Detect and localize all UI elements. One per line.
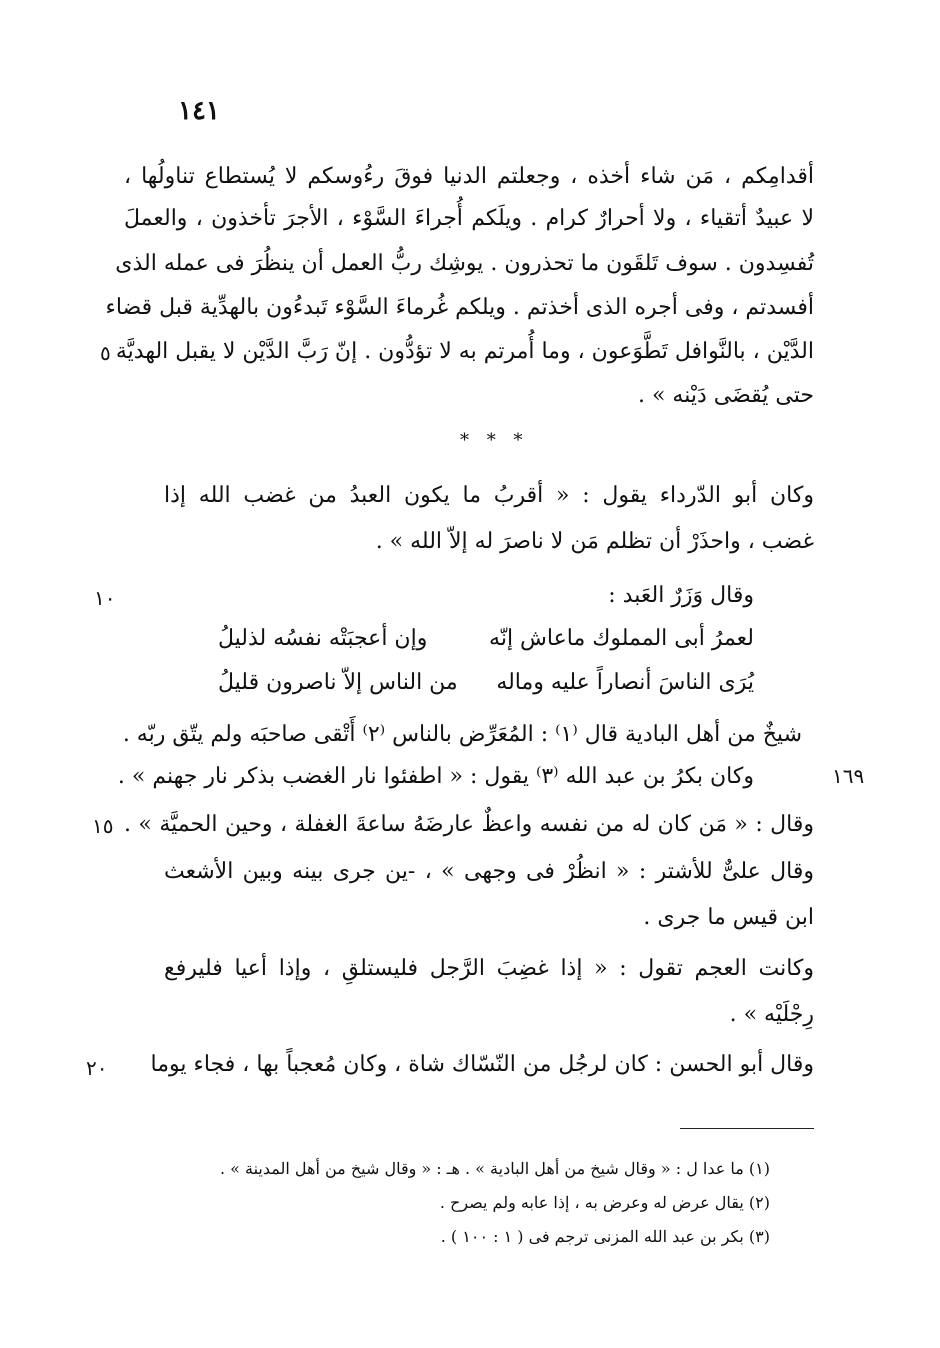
verse-hemistich: يُرَى الناسَ أنصاراً عليه وماله — [496, 670, 754, 695]
text-line: أفسدتم ، وفى أجره الذى أخذتم . ويلكم غُرماءَ السَّوْء تَبدءُون بالهدِّية قبل قضاء — [105, 295, 814, 320]
verse-hemistich: من الناس إلاّ ناصرون قليلُ — [218, 670, 458, 695]
text-line: أقدامِكم ، مَن شاء أخذه ، وجعلتم الدنيا فوقَ رءُوسكم لا يُستطاع تناولُها ، — [124, 164, 814, 189]
text-line: حتى يُقضَى دَيْنه » . — [637, 383, 814, 408]
footnote: (٣) بكر بن عبد الله المزنى ترجم فى ( ١ : ١٠٠ ) . — [440, 1227, 770, 1246]
text-line: غضب ، واحذَرْ أن تظلم مَن لا ناصرَ له إلاّ الله » . — [375, 529, 814, 554]
line-number-20: ٢٠ — [86, 1056, 108, 1080]
text-line: وقال أبو الحسن : كان لرجُل من النّسّاك شاة ، وكان مُعجباً بها ، فجاء يوما — [150, 1052, 814, 1077]
footnote: (٢) يقال عرض له وعرض به ، إذا عابه ولم يصرح . — [439, 1193, 770, 1212]
section-separator: * * * — [460, 430, 529, 451]
text-line: تُفسِدون . سوف تَلقَون ما تحذرون . يوشِك ربُّ العمل أن ينظُرَ فى عمله الذى — [115, 251, 814, 276]
text-line: رِجْلَيْه » . — [729, 1002, 814, 1027]
text-line: وكانت العجم تقول : « إذا غضِبَ الرَّجل فليستلقِ ، وإذا أعيا فليرفع — [164, 956, 814, 981]
line-number-10: ١٠ — [94, 586, 116, 610]
footnote-divider — [680, 1128, 814, 1129]
text-line: ابن قيس ما جرى . — [643, 905, 814, 930]
text-line: وكان أبو الدّرداء يقول : « أقربُ ما يكون العبدُ من غضب الله إذا — [164, 483, 814, 508]
line-number-5: ٥ — [100, 341, 111, 365]
text-line: وقال وَزَرٌ العَبد : — [608, 583, 754, 608]
source-page-number: ١٦٩ — [832, 764, 865, 788]
text-line: وقال : « مَن كان له من نفسه واعظٌ عارضَهُ ساعةَ الغفلة ، وحين الحميَّة » . — [124, 812, 814, 837]
footnote: (١) ما عدا ل : « وقال شيخ من أهل البادية » . هـ : « وقال شيخ من أهل المدينة » . — [219, 1159, 770, 1178]
text-line: لا عبيدٌ أتقياء ، ولا أحرارٌ كرام . ويلَكم أُجراءَ السَّوْء ، الأجرَ تأخذون ، والعملَ — [124, 206, 814, 231]
text-line: شيخٌ من أهل البادية قال ⁽١⁾ : المُعَرِّض بالناس ⁽٢⁾ أَتْقى صاحبَه ولم يتّق ربّه . — [122, 722, 802, 747]
verse-hemistich: وإن أعجبَتْه نفسُه لذليلُ — [218, 626, 428, 651]
text-line: وقال علىٌّ للأشتر : « انظُرْ فى وجهى » ، -ين جرى بينه وبين الأشعث — [164, 859, 814, 884]
text-line: الدَّيْن ، بالنَّوافل تَطَّوَعون ، وما أُمرتم به لا تؤدُّون . إنّ رَبَّ الدَّيْن لا يقبل الهديَّة — [115, 339, 814, 364]
line-number-15: ١٥ — [92, 814, 114, 838]
text-line: وكان بكرُ بن عبد الله ⁽٣⁾ يقول : « اطفئوا نار الغضب بذكر نار جهنم » . — [117, 764, 754, 789]
verse-hemistich: لعمرُ أبى المملوك ماعاش إنّه — [489, 626, 754, 651]
page-number: ١٤١ — [178, 96, 220, 126]
